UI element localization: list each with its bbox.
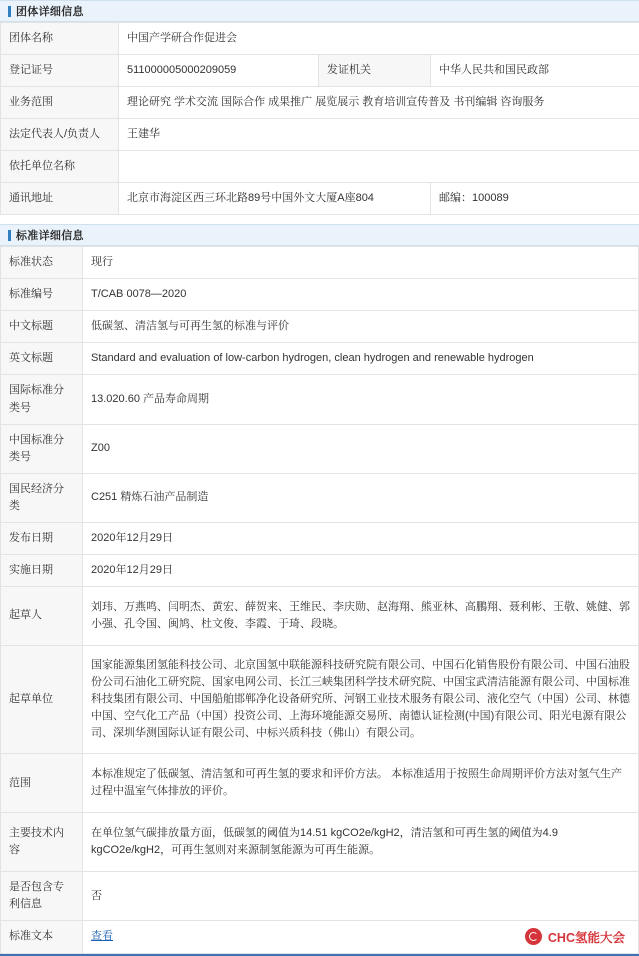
watermark-text: CHC氢能大会 [548, 928, 625, 946]
row-value-status: 现行 [83, 247, 639, 279]
row-label-affiliation: 依托单位名称 [1, 151, 119, 183]
row-label-title-en: 英文标题 [1, 343, 83, 375]
table-row [1, 151, 639, 183]
row-value-patent-info: 否 [83, 872, 639, 921]
row-label-group-name: 团体名称 [1, 23, 119, 55]
row-value-reg-no: 511000005000209059 [119, 55, 319, 87]
table-row [1, 375, 639, 424]
table-row [1, 55, 639, 87]
row-label-std-no: 标准编号 [1, 279, 83, 311]
section-title-group: 团体详细信息 [16, 3, 84, 19]
row-value-scope-std: 本标准规定了低碳氢、清洁氢和可再生氢的要求和评价方法。 本标准适用于按照生命周期评价方法对氢气生产过程中温室气体排放的评价。 [83, 754, 639, 813]
row-label-status: 标准状态 [1, 247, 83, 279]
row-label-address: 通讯地址 [1, 183, 119, 215]
table-row [1, 473, 639, 522]
table-row [1, 279, 639, 311]
row-value-address: 北京市海淀区西三环北路89号中国外文大厦A座804 [119, 183, 431, 215]
row-value-drafting-orgs: 国家能源集团氢能科技公司、北京国氢中联能源科技研究院有限公司、中国石化销售股份有限公司、中国石油股份公司石油化工研究院、国家电网公司、长江三峡集团科学技术研究院、中国宝武清洁能源有限公司、中国标准科技集团有限公司、中国船舶邯郸净化设备研究所、河钢工业技术服务有限公司、液化空气（中国）公司、林德中国、空气化工产品（中国）投资公司、上海环境能源交易所、南德认证检测(中国)有限公司、阳光电源有限公司、深圳华测国际认证有限公司、中标兴质科技（佛山）有限公司。 [83, 645, 639, 753]
row-label-std-text: 标准文本 [1, 921, 83, 953]
standard-info-table [0, 246, 639, 953]
table-row [1, 645, 639, 753]
row-label-scope: 业务范围 [1, 87, 119, 119]
table-row [1, 424, 639, 473]
section-title-standard: 标准详细信息 [16, 227, 84, 243]
section-spacer [0, 215, 639, 224]
row-value-std-no: T/CAB 0078—2020 [83, 279, 639, 311]
row-value-ics: 13.020.60 产品寿命周期 [83, 375, 639, 424]
row-value-title-cn: 低碳氢、清洁氢与可再生氢的标准与评价 [83, 311, 639, 343]
table-row [1, 554, 639, 586]
row-label-title-cn: 中文标题 [1, 311, 83, 343]
row-value-effective-date: 2020年12月29日 [83, 554, 639, 586]
row-value-legal-rep: 王建华 [119, 119, 639, 151]
accent-bar-icon [8, 230, 11, 241]
row-value-group-name: 中国产学研合作促进会 [119, 23, 639, 55]
row-label-issuer: 发证机关 [319, 55, 431, 87]
table-row [1, 343, 639, 375]
row-value-drafters: 刘玮、万燕鸣、闫明杰、黄宏、薛贺来、王维民、李庆勋、赵海翔、熊亚林、高鵬翔、聂利彬、王敬、姚健、郭小强、孔令国、闽鸠、杜文俊、李霞、于琦、段晓。 [83, 586, 639, 645]
row-value-affiliation [119, 151, 639, 183]
table-row [1, 183, 639, 215]
table-row [1, 586, 639, 645]
table-row [1, 119, 639, 151]
row-label-publish-date: 发布日期 [1, 522, 83, 554]
row-value-ccs: Z00 [83, 424, 639, 473]
table-row [1, 921, 639, 953]
row-value-scope: 理论研究 学术交流 国际合作 成果推广 展览展示 教育培训宣传普及 书刊编辑 咨询服务 [119, 87, 639, 119]
row-value-publish-date: 2020年12月29日 [83, 522, 639, 554]
row-label-main-content: 主要技术内容 [1, 813, 83, 872]
row-label-ics: 国际标准分类号 [1, 375, 83, 424]
view-standard-text-link[interactable]: 查看 [91, 930, 113, 942]
row-value-std-text [83, 921, 639, 953]
table-row [1, 87, 639, 119]
table-row [1, 522, 639, 554]
row-label-patent-info: 是否包含专利信息 [1, 872, 83, 921]
section-header-group [0, 0, 639, 22]
table-row [1, 247, 639, 279]
section-header-standard [0, 224, 639, 246]
row-value-title-en: Standard and evaluation of low-carbon hydrogen, clean hydrogen and renewable hydrogen [83, 343, 639, 375]
table-row [1, 311, 639, 343]
row-label-ccs: 中国标准分类号 [1, 424, 83, 473]
row-label-drafting-orgs: 起草单位 [1, 645, 83, 753]
row-value-postcode: 邮编：100089 [431, 183, 639, 215]
row-value-main-content: 在单位氢气碳排放量方面，低碳氢的阈值为14.51 kgCO2e/kgH2，清洁氢和可再生氢的阈值为4.9 kgCO2e/kgH2，可再生氢则对来源制氢能源为可再生能源。 [83, 813, 639, 872]
table-row [1, 813, 639, 872]
table-row [1, 754, 639, 813]
group-info-table [0, 22, 639, 215]
row-label-econ-class: 国民经济分类 [1, 473, 83, 522]
row-label-effective-date: 实施日期 [1, 554, 83, 586]
row-label-reg-no: 登记证号 [1, 55, 119, 87]
table-row [1, 872, 639, 921]
accent-bar-icon [8, 6, 11, 17]
row-label-legal-rep: 法定代表人/负责人 [1, 119, 119, 151]
row-value-issuer: 中华人民共和国民政部 [431, 55, 639, 87]
row-label-scope-std: 范围 [1, 754, 83, 813]
bottom-accent-rule [0, 954, 639, 956]
row-value-econ-class: C251 精炼石油产品制造 [83, 473, 639, 522]
table-row [1, 23, 639, 55]
row-label-drafters: 起草人 [1, 586, 83, 645]
